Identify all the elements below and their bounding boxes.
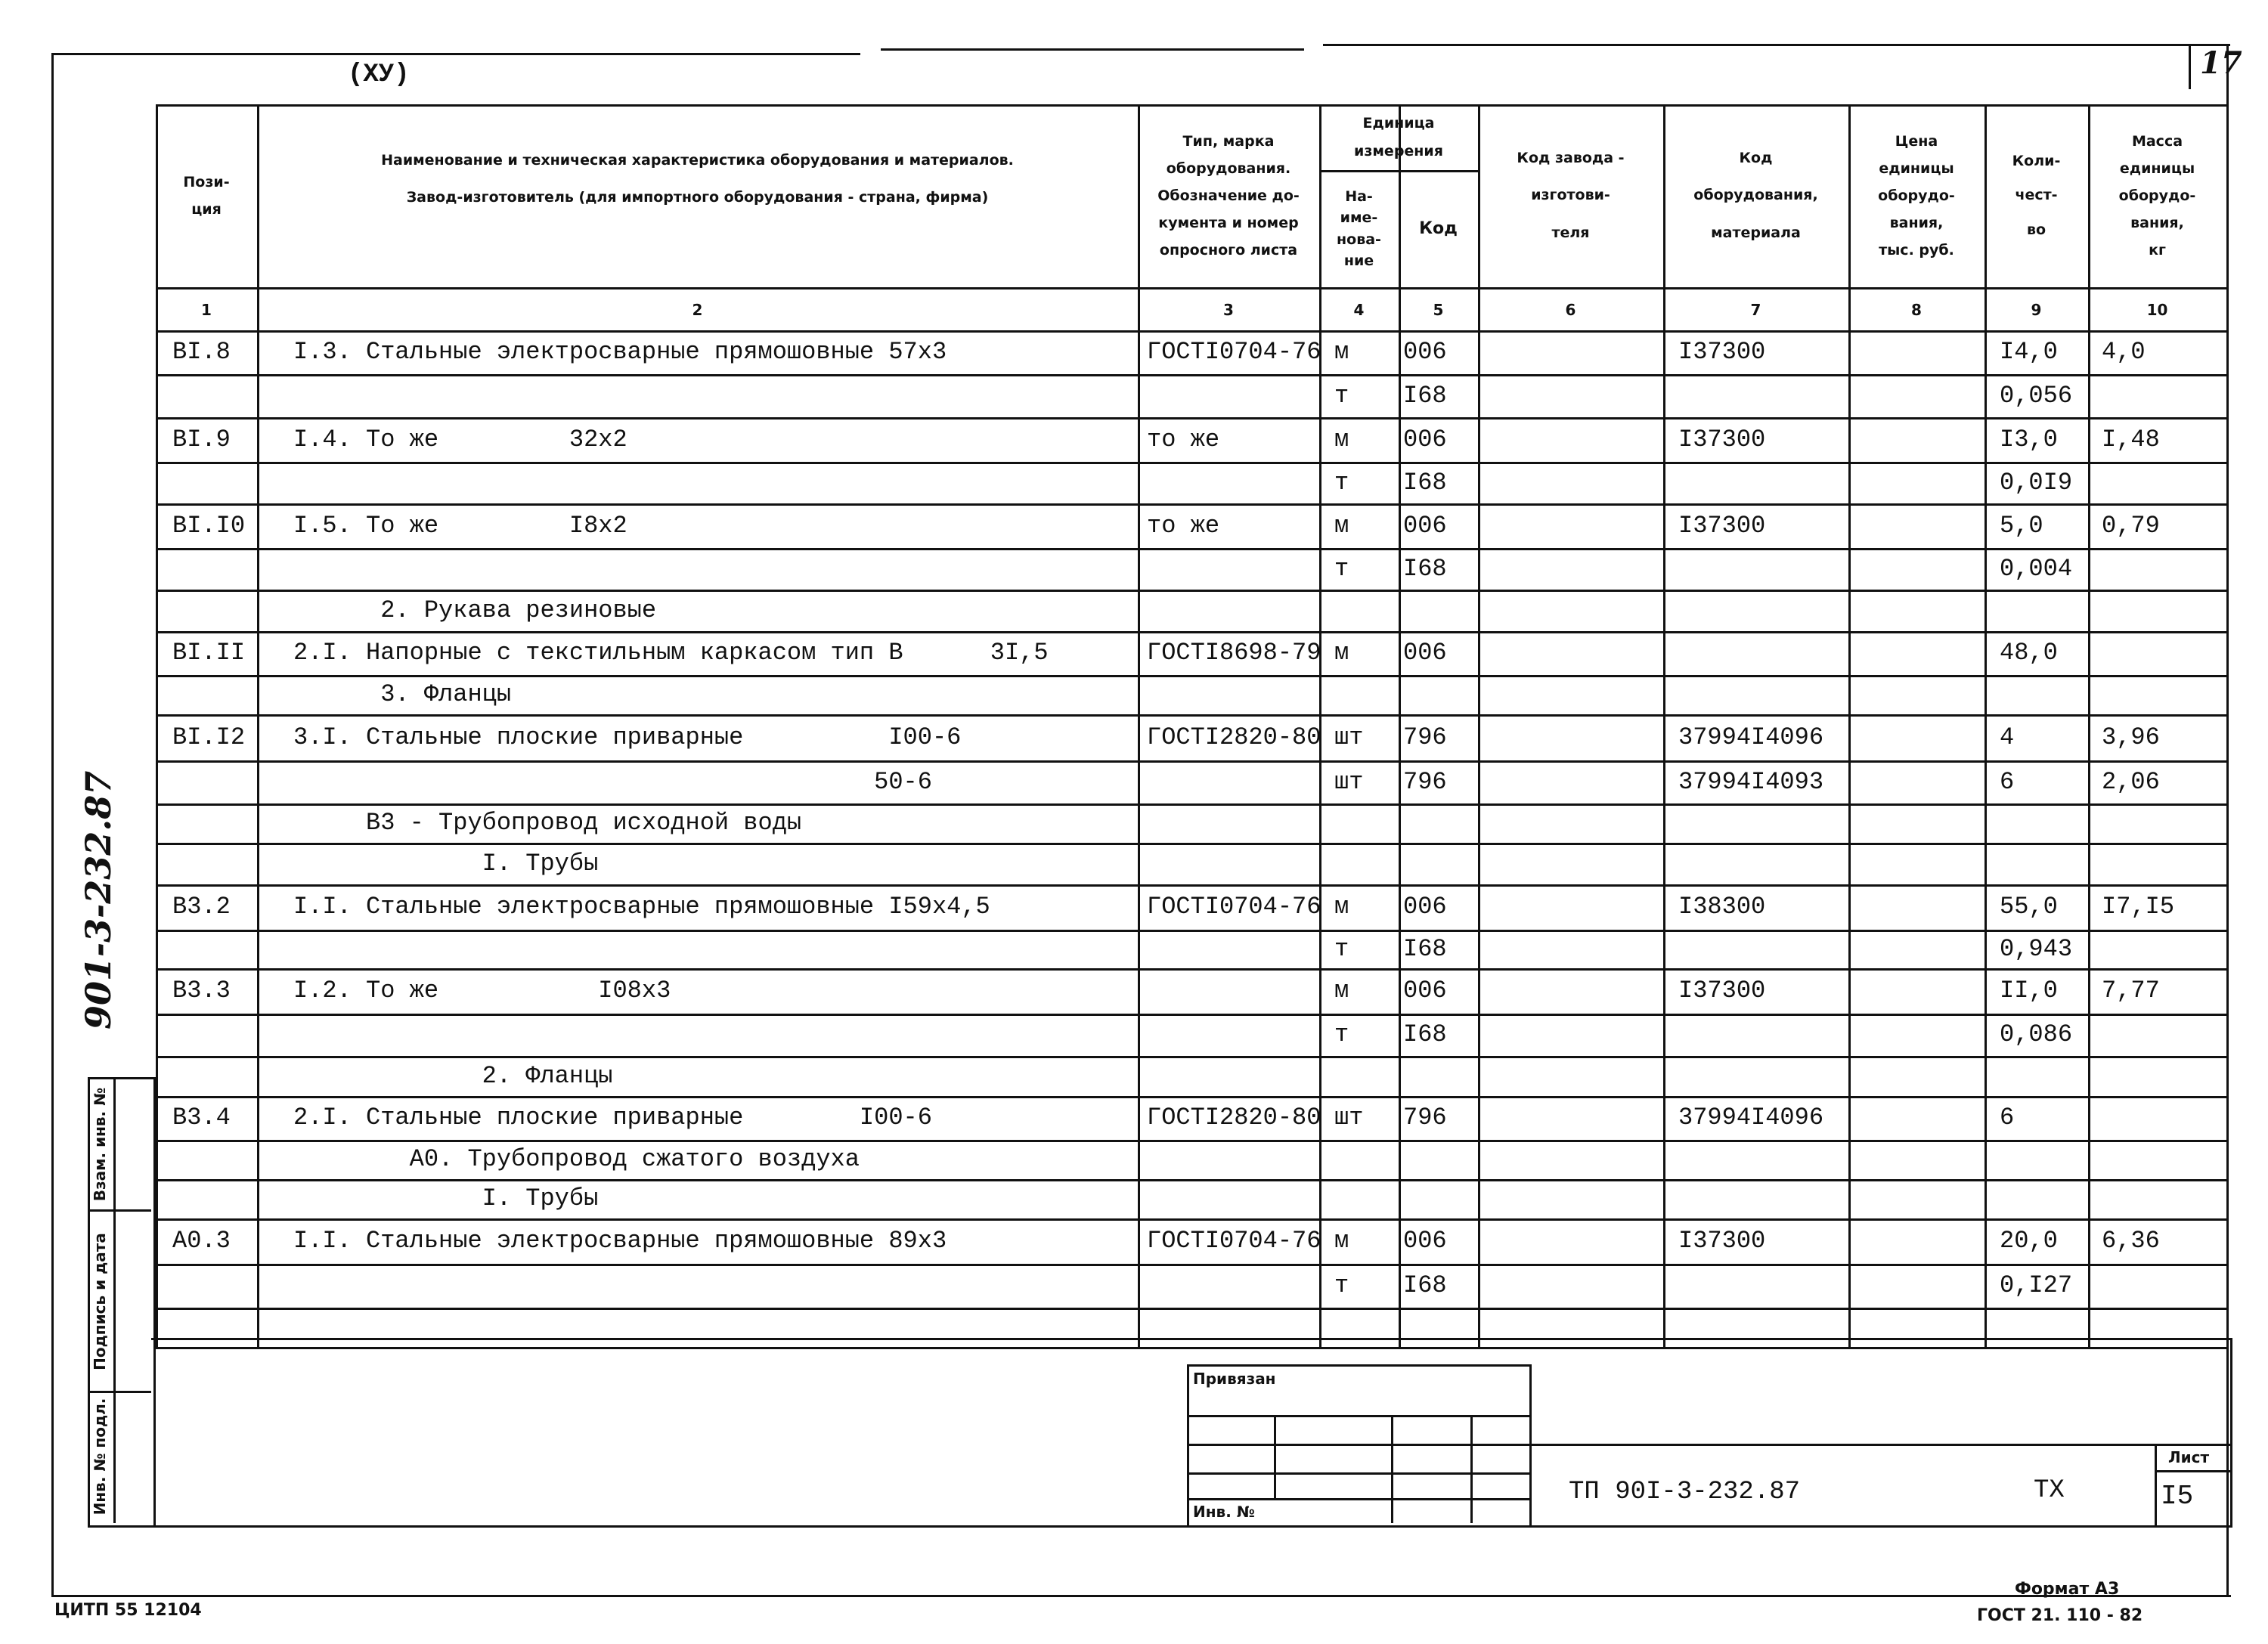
cell-qty: 55,0 <box>2000 893 2058 921</box>
table-row <box>156 1140 2226 1179</box>
cell-mass: I,48 <box>2102 425 2160 454</box>
cell-name: 2. Рукава резиновые <box>293 596 657 624</box>
cell-name: 2. Фланцы <box>293 1061 613 1090</box>
cell-qty: 4 <box>2000 723 2015 751</box>
cell-code: I37300 <box>1678 511 1766 540</box>
column-number-4: 4 <box>1353 301 1365 319</box>
header-unit-code: Код <box>1419 218 1458 238</box>
cell-mass: 0,79 <box>2102 511 2160 540</box>
privyazan-line-2 <box>1187 1444 1529 1446</box>
table-row <box>156 1096 2226 1140</box>
cell-ucode: 006 <box>1403 639 1447 667</box>
privyazan-vline-1 <box>1274 1415 1276 1498</box>
doc-code: ТХ <box>2034 1476 2065 1505</box>
cell-unit: т <box>1334 468 1349 497</box>
cell-doc: ГОСТI0704-76 <box>1147 338 1321 366</box>
cell-name: 2.I. Напорные с текстильным каркасом тип В 3I,5 <box>293 639 1049 667</box>
header-name-line1: Наименование и техническая характеристика оборудования и материалов. <box>381 152 1014 169</box>
cell-name: I. Трубы <box>293 1184 599 1212</box>
cell-unit: шт <box>1334 767 1364 796</box>
header-price: Цена единицы оборудо- вания, тыс. руб. <box>1878 132 1955 259</box>
privyazan-vline-3 <box>1470 1415 1473 1523</box>
cell-mass: I7,I5 <box>2102 893 2175 921</box>
cell-unit: м <box>1334 639 1349 667</box>
cell-name: 3.I. Стальные плоские приварные I00-6 <box>293 723 962 751</box>
header-doc: Тип, марка оборудования. Обозначение до- кумента и номер опросного листа <box>1157 132 1300 259</box>
footer-format: Формат А3 <box>2015 1580 2120 1599</box>
cell-mass: 3,96 <box>2102 723 2160 751</box>
header-unit-name: На- име- нова- ние <box>1337 187 1381 269</box>
cell-ucode: 006 <box>1403 425 1447 454</box>
stamp-vzam-inv: Взам. инв. № <box>91 1087 109 1202</box>
table-row <box>156 1179 2226 1218</box>
cell-pos: В3.4 <box>172 1104 231 1132</box>
cell-unit: м <box>1334 893 1349 921</box>
cell-qty: 6 <box>2000 767 2015 796</box>
cell-ucode: 006 <box>1403 977 1447 1005</box>
table-row <box>156 590 2226 631</box>
cell-ucode: I68 <box>1403 1020 1447 1048</box>
cell-code: 37994I4096 <box>1678 723 1824 751</box>
table-row <box>156 1264 2226 1308</box>
cell-pos: В3.2 <box>172 893 231 921</box>
header-name <box>257 142 1138 217</box>
privyazan-vline-2 <box>1391 1415 1393 1523</box>
cell-doc: ГОСТI0704-76 <box>1147 893 1321 921</box>
table-row <box>156 714 2226 760</box>
column-number-5: 5 <box>1433 301 1444 319</box>
cell-name: I. Трубы <box>293 849 599 878</box>
cell-ucode: I68 <box>1403 934 1447 963</box>
table-row <box>156 548 2226 590</box>
cell-code: 37994I4096 <box>1678 1104 1824 1132</box>
cell-qty: II,0 <box>2000 977 2058 1005</box>
cell-code: I38300 <box>1678 893 1766 921</box>
cell-qty: 20,0 <box>2000 1227 2058 1255</box>
cell-ucode: 006 <box>1403 511 1447 540</box>
cell-mass: 6,36 <box>2102 1227 2160 1255</box>
cell-unit: м <box>1334 977 1349 1005</box>
cell-name: 50-6 <box>293 767 932 796</box>
handwritten-sheet-number: 17 <box>2200 45 2242 81</box>
cell-pos: BI.II <box>172 639 246 667</box>
table-row <box>156 675 2226 714</box>
header-mass: Масса единицы оборудо- вания, кг <box>2118 132 2196 259</box>
column-number-8: 8 <box>1911 301 1922 319</box>
cell-name: I.5. То же I8х2 <box>293 511 627 540</box>
cell-unit: т <box>1334 934 1349 963</box>
cell-code: I37300 <box>1678 425 1766 454</box>
table-row <box>156 884 2226 930</box>
cell-code: I37300 <box>1678 1227 1766 1255</box>
header-quantity: Коли- чест- во <box>2012 152 2061 238</box>
cell-name: I.I. Стальные электросварные прямошовные I59х4,5 <box>293 893 990 921</box>
table-row <box>156 631 2226 675</box>
cell-doc: то же <box>1147 425 1220 454</box>
column-number-10: 10 <box>2146 301 2168 319</box>
section-roman-numeral: (XУ) <box>348 60 410 89</box>
table-row <box>156 330 2226 374</box>
table-row <box>156 417 2226 462</box>
table-row <box>156 1218 2226 1264</box>
sheet-number: I5 <box>2161 1481 2194 1512</box>
cell-ucode: 796 <box>1403 767 1447 796</box>
table-row <box>156 843 2226 884</box>
cell-doc: ГОСТI2820-80 <box>1147 723 1321 751</box>
cell-name: I.2. То же I08х3 <box>293 977 671 1005</box>
table-row <box>156 374 2226 417</box>
cell-name: 3. Фланцы <box>293 680 512 708</box>
sheet-label: Лист <box>2168 1448 2210 1466</box>
inv-no-label: Инв. № <box>1193 1503 1255 1521</box>
header-plant-code: Код завода - изготови- теля <box>1517 149 1625 241</box>
cell-code: I37300 <box>1678 977 1766 1005</box>
cell-ucode: 796 <box>1403 1104 1447 1132</box>
cell-mass: 4,0 <box>2102 338 2146 366</box>
table-row <box>156 1014 2226 1056</box>
column-number-3: 3 <box>1223 301 1234 319</box>
stamp-inv-podl: Инв. № подл. <box>91 1398 109 1516</box>
table-row <box>156 803 2226 843</box>
header-equipment-code: Код оборудования, материала <box>1693 149 1818 241</box>
cell-name: 2.I. Стальные плоские приварные I00-6 <box>293 1104 932 1132</box>
cell-unit: шт <box>1334 723 1364 751</box>
cell-pos: А0.3 <box>172 1227 231 1255</box>
cell-code: 37994I4093 <box>1678 767 1824 796</box>
cell-name: I.I. Стальные электросварные прямошовные 89х3 <box>293 1227 947 1255</box>
cell-name: I.3. Стальные электросварные прямошовные 57х3 <box>293 338 947 366</box>
cell-qty: 6 <box>2000 1104 2015 1132</box>
header-name-line2: Завод-изготовитель (для импортного оборудования - страна, фирма) <box>406 189 989 206</box>
cell-pos: В3.3 <box>172 977 231 1005</box>
cell-unit: м <box>1334 511 1349 540</box>
cell-pos: BI.I0 <box>172 511 246 540</box>
cell-name: В3 - Трубопровод исходной воды <box>293 809 802 837</box>
cell-ucode: I68 <box>1403 554 1447 583</box>
table-vline-10 <box>2226 104 2229 1347</box>
cell-qty: 0,086 <box>2000 1020 2073 1048</box>
table-row <box>156 503 2226 548</box>
cell-pos: BI.I2 <box>172 723 246 751</box>
cell-ucode: 006 <box>1403 893 1447 921</box>
cell-qty: 0,943 <box>2000 934 2073 963</box>
cell-qty: 48,0 <box>2000 639 2058 667</box>
cell-qty: 0,004 <box>2000 554 2073 583</box>
cell-pos: BI.9 <box>172 425 231 454</box>
handwritten-side-code: 901-3-232.87 <box>78 770 119 1029</box>
cell-unit: т <box>1334 381 1349 410</box>
sheet-box-divider <box>2155 1470 2230 1472</box>
footer-citp: ЦИТП 55 12104 <box>54 1601 202 1620</box>
column-number-2: 2 <box>692 301 703 319</box>
column-number-9: 9 <box>2031 301 2042 319</box>
cell-qty: 0,056 <box>2000 381 2073 410</box>
cell-doc: ГОСТI2820-80 <box>1147 1104 1321 1132</box>
cell-qty: 5,0 <box>2000 511 2043 540</box>
column-number-6: 6 <box>1565 301 1576 319</box>
cell-pos: BI.8 <box>172 338 231 366</box>
privyazan-line-4 <box>1187 1498 1529 1500</box>
cell-unit: м <box>1334 425 1349 454</box>
table-row <box>156 462 2226 503</box>
cell-unit: т <box>1334 1020 1349 1048</box>
cell-qty: I3,0 <box>2000 425 2058 454</box>
cell-ucode: I68 <box>1403 1271 1447 1299</box>
cell-mass: 2,06 <box>2102 767 2160 796</box>
cell-code: I37300 <box>1678 338 1766 366</box>
privyazan-line-1 <box>1187 1415 1529 1417</box>
header-bottom-line <box>156 287 2229 289</box>
cell-mass: 7,77 <box>2102 977 2160 1005</box>
cell-unit: м <box>1334 1227 1349 1255</box>
cell-unit: т <box>1334 1271 1349 1299</box>
cell-name: I.4. То же 32х2 <box>293 425 627 454</box>
cell-ucode: 796 <box>1403 723 1447 751</box>
header-position: Пози- ция <box>183 173 230 218</box>
footer-gost: ГОСТ 21. 110 - 82 <box>1977 1606 2143 1625</box>
cell-qty: 0,I27 <box>2000 1271 2073 1299</box>
cell-unit: т <box>1334 554 1349 583</box>
cell-ucode: 006 <box>1403 1227 1447 1255</box>
table-row <box>156 1056 2226 1096</box>
cell-unit: шт <box>1334 1104 1364 1132</box>
table-row <box>156 968 2226 1014</box>
cell-unit: м <box>1334 338 1349 366</box>
cell-ucode: I68 <box>1403 381 1447 410</box>
cell-qty: 0,0I9 <box>2000 468 2073 497</box>
privyazan-label: Привязан <box>1193 1370 1276 1388</box>
column-number-1: 1 <box>201 301 212 319</box>
cell-name: А0. Трубопровод сжатого воздуха <box>293 1145 860 1173</box>
cell-ucode: 006 <box>1403 338 1447 366</box>
header-unit: Единица измерения <box>1354 115 1443 159</box>
cell-ucode: I68 <box>1403 468 1447 497</box>
column-number-7: 7 <box>1750 301 1761 319</box>
doc-number-top-line <box>1527 1444 2230 1446</box>
privyazan-line-3 <box>1187 1472 1529 1475</box>
cell-doc: ГОСТI8698-79 <box>1147 639 1321 667</box>
cell-doc: ГОСТI0704-76 <box>1147 1227 1321 1255</box>
doc-number: ТП 90I-3-232.87 <box>1569 1478 1801 1506</box>
table-row <box>156 930 2226 968</box>
stamp-podpis-data: Подпись и дата <box>91 1233 109 1370</box>
cell-qty: I4,0 <box>2000 338 2058 366</box>
cell-doc: то же <box>1147 511 1220 540</box>
table-row <box>156 760 2226 803</box>
